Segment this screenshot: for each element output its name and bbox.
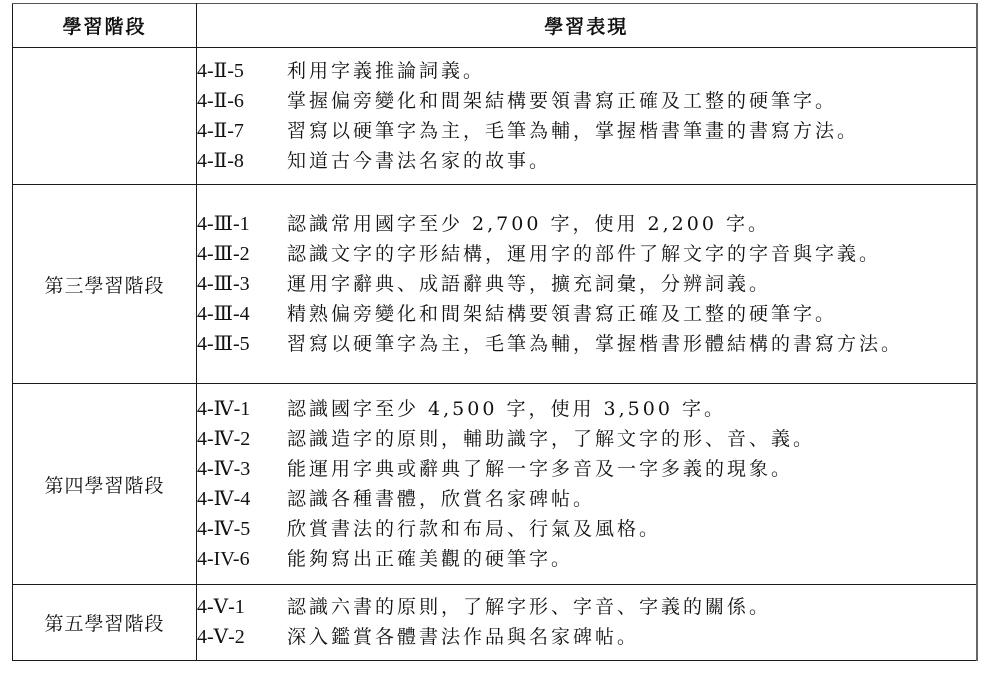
list-item bbox=[197, 329, 976, 359]
list-item bbox=[197, 592, 976, 622]
item-code: 4-Ⅴ-2 bbox=[197, 625, 245, 648]
list-item bbox=[197, 299, 976, 329]
list-item bbox=[197, 269, 976, 299]
list-item bbox=[197, 394, 976, 424]
item-text: 精熟偏旁變化和間架結構要領書寫正確及工整的硬筆字。 bbox=[287, 303, 838, 325]
stage-cell: 第三學習階段 bbox=[13, 185, 197, 384]
item-code: 4-Ⅳ-4 bbox=[197, 488, 251, 510]
item-code: 4-Ⅳ-3 bbox=[197, 458, 251, 480]
list-item bbox=[197, 622, 976, 652]
performance-cell bbox=[197, 585, 977, 661]
curriculum-table bbox=[12, 3, 978, 661]
stage-cell bbox=[13, 48, 197, 185]
item-code: 4-Ⅴ-1 bbox=[197, 595, 245, 618]
item-code: 4-Ⅱ-6 bbox=[197, 90, 244, 112]
item-code: 4-Ⅱ-5 bbox=[197, 60, 244, 82]
table-row bbox=[13, 384, 977, 585]
item-text: 知道古今書法名家的故事。 bbox=[287, 150, 552, 172]
header-row bbox=[13, 4, 977, 48]
item-text: 利用字義推論詞義。 bbox=[287, 60, 486, 82]
list-item bbox=[197, 86, 976, 116]
stage-cell: 第四學習階段 bbox=[13, 384, 197, 585]
item-code: 4-Ⅲ-4 bbox=[197, 303, 250, 325]
list-item bbox=[197, 239, 976, 269]
performance-cell bbox=[197, 48, 977, 185]
item-text: 運用字辭典、成語辭典等，擴充詞彙，分辨詞義。 bbox=[287, 273, 772, 295]
header-stage: 學習階段 bbox=[13, 4, 197, 48]
performance-cell bbox=[197, 185, 977, 384]
item-text: 認識文字的字形結構，運用字的部件了解文字的字音與字義。 bbox=[287, 243, 882, 265]
table-row bbox=[13, 585, 977, 661]
stage-cell: 第五學習階段 bbox=[13, 585, 197, 661]
header-performance: 學習表現 bbox=[197, 4, 977, 48]
list-item bbox=[197, 56, 976, 86]
item-text: 認識國字至少 4,500 字，使用 3,500 字。 bbox=[287, 398, 726, 420]
item-text: 認識各種書體，欣賞名家碑帖。 bbox=[287, 488, 596, 510]
item-text: 深入鑑賞各體書法作品與名家碑帖。 bbox=[287, 625, 640, 648]
item-code: 4-Ⅲ-3 bbox=[197, 273, 250, 295]
item-text: 認識六書的原則，了解字形、字音、字義的關係。 bbox=[287, 595, 772, 618]
item-code: 4-Ⅳ-2 bbox=[197, 428, 251, 450]
item-text: 習寫以硬筆字為主，毛筆為輔，掌握楷書筆畫的書寫方法。 bbox=[287, 120, 860, 142]
list-item bbox=[197, 146, 976, 176]
list-item bbox=[197, 424, 976, 454]
item-text: 能運用字典或辭典了解一字多音及一字多義的現象。 bbox=[287, 458, 794, 480]
list-item bbox=[197, 514, 976, 544]
item-text: 能夠寫出正確美觀的硬筆字。 bbox=[287, 548, 574, 570]
item-text: 認識常用國字至少 2,700 字，使用 2,200 字。 bbox=[287, 213, 770, 235]
performance-cell bbox=[197, 384, 977, 585]
list-item bbox=[197, 454, 976, 484]
item-code: 4-IV-6 bbox=[197, 548, 250, 570]
item-text: 認識造字的原則，輔助識字，了解文字的形、音、義。 bbox=[287, 428, 816, 450]
item-code: 4-Ⅲ-1 bbox=[197, 213, 250, 235]
item-code: 4-Ⅲ-5 bbox=[197, 333, 250, 355]
item-text: 掌握偏旁變化和間架結構要領書寫正確及工整的硬筆字。 bbox=[287, 90, 838, 112]
item-text: 習寫以硬筆字為主，毛筆為輔，掌握楷書形體結構的書寫方法。 bbox=[287, 333, 904, 355]
table-row bbox=[13, 48, 977, 185]
list-item bbox=[197, 209, 976, 239]
list-item bbox=[197, 544, 976, 574]
item-text: 欣賞書法的行款和布局、行氣及風格。 bbox=[287, 518, 662, 540]
item-code: 4-Ⅱ-8 bbox=[197, 150, 244, 172]
item-code: 4-Ⅲ-2 bbox=[197, 243, 250, 265]
item-code: 4-Ⅱ-7 bbox=[197, 120, 244, 142]
table-row bbox=[13, 185, 977, 384]
item-code: 4-Ⅳ-1 bbox=[197, 398, 251, 420]
list-item bbox=[197, 484, 976, 514]
item-code: 4-Ⅳ-5 bbox=[197, 518, 251, 540]
list-item bbox=[197, 116, 976, 146]
